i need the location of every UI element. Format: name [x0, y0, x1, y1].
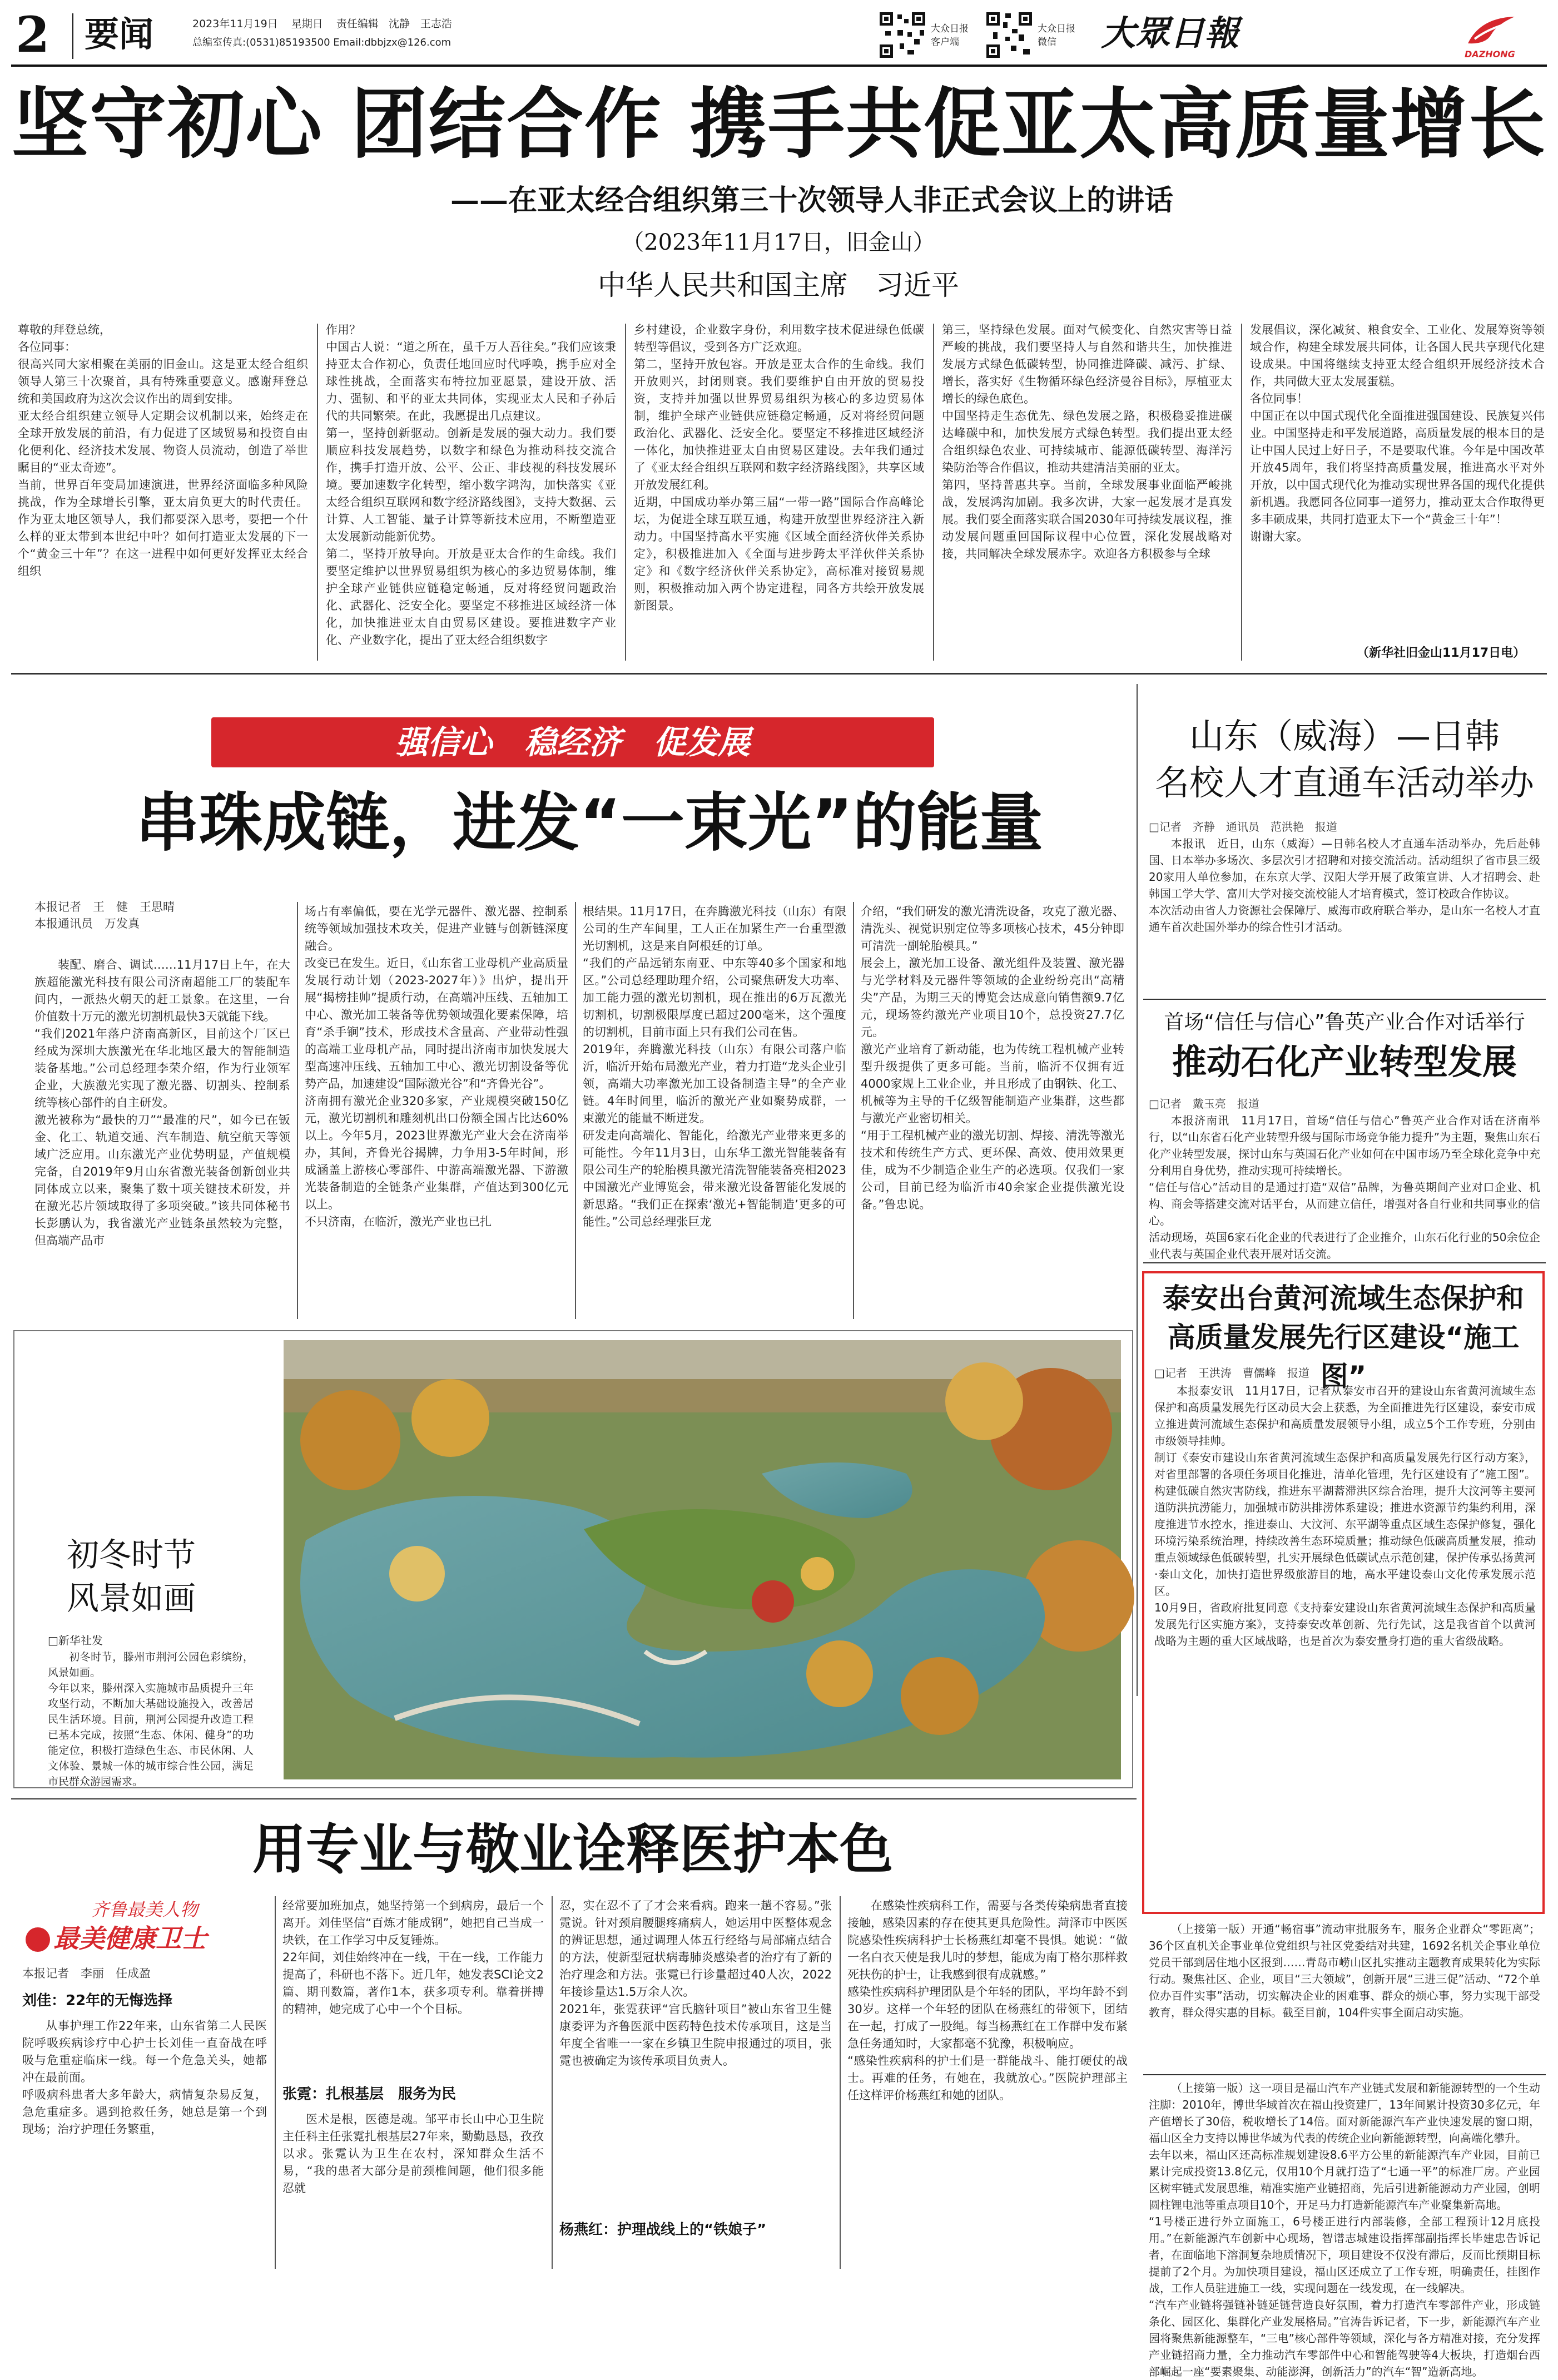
speech-column: [942, 321, 1232, 665]
scenery-title-line1: 初冬时节: [66, 1536, 196, 1574]
korea-body-text: 本报讯 近日，山东（威海）—日韩名校人才直通车活动举办，先后赴韩国、日本举办多场次、多层次引才招聘和对接交流活动。活动组织了省市县三级20家用人单位参加，在东京大学、汉阳大学开展了政策宣讲、人才招聘会、赴韩国工学大学、富川大学对接交流校能人才培育模式，签订校政合作协议。 本次活动由省人力资源社会保障厅、威海市政府联合举办，是山东一名校人才直通车首次赴国外举办的综合性引才活动。: [1149, 837, 1540, 934]
column-rule: [840, 1896, 841, 2269]
editor-label: 责任编辑: [336, 18, 379, 30]
speech-column-text: 作用？ 中国古人说：“道之所在，虽千万人吾往矣。”我们应该秉持亚太合作初心，负责任地回应时代呼唤，携手应对全球性挑战，全面落实布特拉加亚愿景，建设开放、活力、强韧、和平的亚太共同体，实现亚太人民和子孙后代的共同繁荣。在此，我愿提出几点建议。 第一，坚持创新驱动。创新是发展的强大动力。我们要顺应科技发展趋势，以数字和绿色为推动科技交流合作，携手打造开放、公平、公正、非歧视的科技发展环境。要加速数字化转型，缩小数字鸿沟，加快落实《亚太经合组织互联网和数字经济路线图》，支持大数据、云计算、人工智能、量子计算等新技术应用，不断塑造亚太发展新动能新优势。 第二，坚持开放导向。开放是亚太合作的生命线。我们要坚定维护以世界贸易组织为核心的多边贸易体制，维护全球产业链供应链稳定畅通，反对将经贸问题政治化、武器化、泛安全化。要坚定不移推进区域经济一体化，加快推进亚太自由贸易区建设。要推进数字产业化、产业数字化，提出了亚太经合组织数字: [326, 323, 616, 647]
laser-column: [34, 956, 290, 1319]
laser-byline: 本报记者 王 健 王思晴 本报通讯员 万发真: [34, 900, 175, 930]
nurse-subhead-3: 杨燕红：护理战线上的“铁娘子”: [559, 2222, 767, 2238]
column-rule: [317, 324, 318, 661]
laser-column-text: 装配、磨合、调试……11月17日上午，在大族超能激光科技有限公司济南超能工厂的装配车间内，一派热火朝天的赶工景象。在这里，一台价值数十万元的激光切割机最快3天就能下线。 “我们2021年落户济南高新区，目前这个厂区已经成为深圳大族激光在华北地区最大的智能制造装备基地。”公司总经理李荣介绍，作为行业领军企业，大族激光实现了激光器、切割头、控制系统等核心部件的自主研发。 激光被称为“最快的刀”“最准的尺”，如今已在钣金、化工、轨道交通、汽车制造、航空航天等领域广泛应用。山东激光产业优势明显，产值规模完备，自2019年9月山东省激光装备创新创业共同体成立以来，聚集了数十项关键技术研发，并在激光芯片领域取得了多项突破。”该共同体秘书长彭鹏认为，我省激光产业链条虽然较为完整，但高端产品市: [34, 958, 290, 1247]
column-rule: [575, 902, 576, 1319]
laser-column: [305, 903, 568, 1319]
nurse-column: [282, 2111, 544, 2267]
speech-column-text: 第三，坚持绿色发展。面对气候变化、自然灾害等日益严峻的挑战，我们要坚持人与自然和谐共生，加快推进发展方式绿色低碳转型，协同推进降碳、减污、扩绿、增长，落实好《生物循环绿色经济曼谷目标》，厚植亚太增长的绿色底色。 中国坚持走生态优先、绿色发展之路，积极稳妥推进碳达峰碳中和，加快发展方式绿色转型。我们提出亚太经合组织绿色农业、可持续城市、能源低碳转型、海洋污染防治等合作倡议，推动共建清洁美丽的亚太。 第四，坚持普惠共享。当前，全球发展事业面临严峻挑战，发展鸿沟加剧。我多次讲，大家一起发展才是真发展。我们要全面落实联合国2030年可持续发展议程，推动发展问题重回国际议程中心位置，深化发展战略对接，共同解决全球发展赤字。欢迎各方积极参与全球: [942, 323, 1232, 561]
nurse-column: [559, 1897, 832, 2193]
nurse-column: [282, 1897, 544, 2076]
section-divider: [11, 673, 1547, 675]
park-aerial-photo: [284, 1340, 1121, 1779]
nurse-subhead-1: 刘佳：22年的无悔选择: [22, 1992, 173, 2009]
column-rule: [853, 902, 854, 1319]
nurse-badge-icon: [26, 1927, 50, 1952]
petro-body-text: 本报济南讯 11月17日，首场“信任与信心”鲁英产业合作对话在济南举行，以“山东省石化产业转型升级与国际市场竞争能力提升”为主题，聚焦山东石化产业转型发展，探讨山东与英国石化产业如何在中国市场乃至全球化竞争中充分利用自身优势，推动实现可持续增长。 “信任与信心”活动目的是通过打造“双信”品牌，为鲁英期间产业对口企业、机构、商会等搭建交流对话平台，从而建立信任，增强对各自行业和共同事业的信心。 活动现场，英国6家石化企业的代表进行了企业推介，山东石化行业的50余位企业代表与英国企业代表开展对话交流。: [1149, 1114, 1540, 1261]
masthead-meta: [192, 17, 452, 31]
continued-article-2: [1149, 2080, 1540, 2378]
laser-column: [583, 903, 846, 1319]
nurse-column: [22, 2017, 267, 2267]
speech-column: [18, 321, 308, 665]
speech-column-text: 乡村建设，企业数字身份，利用数字技术促进绿色低碳转型等倡议，受到各方广泛欢迎。 第二，坚持开放包容。开放是亚太合作的生命线。我们开放则兴，封闭则衰。我们要维护自由开放的贸易投资，支持并加强以世界贸易组织为核心的多边贸易体制，维护全球产业链供应链稳定畅通，反对将经贸问题政治化、武器化、泛安全化。要坚定不移推进区域经济一体化，加快推进亚太自由贸易区建设。去年我们通过了《亚太经合组织互联网和数字经济路线图》，共享区域开放发展红利。 近期，中国成功举办第三届“一带一路”国际合作高峰论坛，为促进全球互联互通，构建开放型世界经济注入新动力。中国坚持高水平实施《区域全面经济伙伴关系协定》，积极推进加入《全面与进步跨太平洋伙伴关系协定》和《数字经济伙伴关系协定》，高标准对接贸易规则，积极推动加入两个协定进程，同各方共绘开放发展新图景。: [634, 323, 924, 612]
qr-caption-app: 大众日报 客户端: [931, 23, 969, 48]
continued-text-1: （上接第一版）开通“畅宿事”流动审批服务车，服务企业群众“零距离”；36个区直机关企事业单位党组织与社区党委结对共建，1692名机关企事业单位党员干部到居住地小区报到……青岛市崂山区扎实推动主题教育成果转化为实际行动。聚焦社区、企业，项目“三大领域”，创新开展“三进三促”活动、“72个单位办百件实事”活动，切实解决企业的困难事、群众的烦心事，努力实现干部受教育，群众得实惠的目标。截至目前，104件实事全面启动实施。: [1149, 1922, 1540, 2019]
issue-date: 2023年11月19日: [192, 18, 278, 30]
nurse-column-text: 忍，实在忍不了了才会来看病。跑来一趟不容易。”张霓说。针对颈肩腰腿疼痛病人，她运用中医整体观念的辨证思想，通过调理人体五行经络与局部痛点结合的方法，使新型冠状病毒肺炎感染者的治疗有了新的治疗理念和方法。张霓已行诊量超过40人次，2022年接诊量达1.5万余人次。 2021年，张霓获评“宫氏脑针项目”被山东省卫生健康委评为齐鲁医派中医药特色技术传承项目，这是当年度全省唯一一家在乡镇卫生院申报通过的项目，张霓也被确定为该传承项目负责人。: [559, 1899, 832, 2067]
nurse-headline: 用专业与敬业诠释医护本色: [252, 1818, 893, 1881]
speech-speaker: 中华人民共和国主席 习近平: [598, 269, 959, 301]
scenery-caption-text: 初冬时节，滕州市荆河公园色彩缤纷，风景如画。 今年以来，滕州深入实施城市品质提升三年攻坚行动，不断加大基础设施投入，改善居民生活环境。目前，荆河公园提升改造工程已基本完成，按照“生态、休闲、健身”的功能定位，积极打造绿色生态、市民休闲、人文体验、景城一体的城市综合性公园，满足市民群众游园需求。: [48, 1651, 254, 1788]
column-rule: [625, 324, 626, 661]
laser-column-text: 根结果。11月17日，在奔腾激光科技（山东）有限公司的生产车间里，工人正在加紧生产一台重型激光切割机，这是来自阿根廷的订单。 “我们的产品远销东南亚、中东等40多个国家和地区。”公司总经理助理介绍，公司聚焦研发大功率、加工能力强的激光切割机，现在推出的6万瓦激光切割机，切割极限厚度已超过200毫米，这个强度的切割机，目前市面上只有我们公司在售。 2019年，奔腾激光科技（山东）有限公司落户临沂，临沂开始布局激光产业，着力打造“龙头企业引领，高端大功率激光加工设备制造主导”的全产业链。4年时间里，临沂的激光产业如聚势成群，一束激光的能量不断迸发。 研发走向高端化、智能化，给激光产业带来更多的可能性。今年11月3日，山东华工激光智能装备有限公司生产的轮胎模具激光清洗智能装备亮相2023中国激光产业博览会，带来激光设备智能化发展的新思路。“我们正在探索‘激光+智能制造’更多的可能性。”公司总经理张巨龙: [583, 905, 846, 1228]
taian-byline: □记者 王洪涛 曹儒峰 报道: [1154, 1366, 1309, 1380]
masthead-divider: [72, 13, 73, 59]
scenery-credit: □新华社发: [48, 1634, 103, 1647]
nurse-badge: 最美健康卫士: [53, 1923, 207, 1953]
petro-headline: 推动石化产业转型发展: [1172, 1042, 1517, 1082]
nurse-kicker: 齐鲁最美人物: [91, 1899, 198, 1920]
scenery-title-line2: 风景如画: [66, 1579, 196, 1617]
nurse-subhead-2: 张霓：扎根基层 服务为民: [282, 2086, 457, 2103]
column-rule: [552, 1896, 553, 2269]
speech-date-place: （2023年11月17日，旧金山）: [622, 230, 935, 255]
nurse-column-text: 在感染性疾病科工作，需要与各类传染病患者直接接触，感染因素的存在使其更具危险性。菏泽市中医医院感染性疾病科护士长杨燕红却毫不畏惧。她说：“做一名白衣天使是我儿时的梦想，能成为南丁格尔那样救死扶伤的护士，让我感到很有成就感。” 感染性疾病科护理团队是个年轻的团队，平均年龄不到30岁。这样一个年轻的团队在杨燕红的带领下，团结在一起，打成了一股绳。每当杨燕红在工作群中发布紧急任务通知时，大家都毫不犹豫，积极响应。 “感染性疾病科的护士们是一群能战斗、能打硬仗的战士。再难的任务，有她在，我就放心。”医院护理部主任这样评价杨燕红和她的团队。: [847, 1899, 1128, 2102]
nurse-column-text: 医术是根，医德是魂。邹平市长山中心卫生院主任科主任张霓扎根基层27年来，勤勤恳恳，孜孜以求。张霓认为卫生在农村，深知群众生活不易，“我的患者大部分是前颈椎间题，他们很多能忍就: [282, 2113, 544, 2195]
speech-column: [634, 321, 924, 665]
logo-subtitle: DAZHONG: [1465, 49, 1515, 60]
petro-kicker: 首场“信任与信心”鲁英产业合作对话举行: [1164, 1011, 1525, 1034]
korea-byline: □记者 齐静 通讯员 范洪艳 报道: [1149, 820, 1337, 834]
speech-subtitle: ——在亚太经合组织第三十次领导人非正式会议上的讲话: [450, 184, 1173, 217]
korea-body: [1149, 835, 1540, 992]
laser-column-text: 场占有率偏低，要在光学元器件、激光器、控制系统等领域加强技术攻关，促进产业链与创新链深度融合。 改变已在发生。近日，《山东省工业母机产业高质量发展行动计划（2023-2027年）》出炉，提出开展“揭榜挂帅”提质行动，在高端冲压线、五轴加工中心、激光加工装备等优势领域强化要素保障，培育“杀手锏”技术，形成技术含量高、产业带动性强的高端工业母机产品，同时提出济南市加快发展大型高速冲压线、五轴加工中心、激光切割设备等优势产品，加速建设“国际激光谷”和“齐鲁光谷”。 济南拥有激光企业320多家，产业规模突破150亿元，激光切割机和雕刻机出口份额全国占比达60%以上。今年5月，2023世界激光产业大会在济南举办，其间，齐鲁光谷揭牌，力争用3-5年时间，形成涵盖上游核心零部件、中游高端激光器、下游激光装备制造的全链条产业集群，产值达到300亿元以上。 不只济南，在临沂，激光产业也已扎: [305, 905, 568, 1228]
section-divider: [1143, 2074, 1546, 2075]
nurse-column-text: 经常要加班加点，她坚持第一个到病房，最后一个离开。刘佳坚信“百炼才能成钢”，她把自己当成一块铁，在工作学习中反复锤炼。 22年间，刘佳始终冲在一线，干在一线，工作能力提高了，科研也不落下。近几年，她发表SCI论文2篇、期刊数篇，著作1本，获多项专利。靠着拼搏的精神，她完成了心中一个个目标。: [282, 1899, 544, 2016]
column-rule: [1241, 324, 1242, 661]
taian-body: [1154, 1382, 1536, 1905]
editorial-contact: 总编室传真:(0531)85193500 Email:dbbjzx@126.com: [192, 37, 451, 48]
korea-headline: 山东（威海）—日韩 名校人才直通车活动举办: [1154, 716, 1534, 803]
laser-column: [861, 903, 1124, 1319]
continued-text-2: （上接第一版）这一项目是福山汽车产业链式发展和新能源转型的一个生动注脚：2010年，博世华域首次在福山投资建厂，13年间累计投资30多亿元，年产值增长了30倍，税收增长了14倍。面对新能源汽车产业快速发展的窗口期，福山区全力支持以博世华域为代表的传统企业向新能源转型，向高端化攀升。 去年以来，福山区还高标准规划建设8.6平方公里的新能源汽车产业园，目前已累计完成投资13.8亿元，仅用10个月就打造了“七通一平”的标准厂房。产业园区树牢链式发展思维，精准实施产业链招商，先后引进新能源动力产业园，创明圆柱锂电池等重点项目10个，开足马力打造新能源汽车产业聚集新高地。 “1号楼正进行外立面施工，6号楼正进行内部装修，全部工程预计12月底投用。”在新能源汽车创新中心现场，智谱志城建设指挥部副指挥长毕建忠告诉记者，在面临地下溶洞复杂地质情况下，项目建设不仅没有滞后，反而比预期目标提前了2个月。为加快项目建设，福山区还成立了工作专班，明确责任，挂图作战，工作人员驻进施工一线，实现问题在一线发现，在一线解决。 “汽车产业链将强链补链延链营造良好氛围，着力打造汽车零部件产业，形成链条化、园区化、集群化产业发展格局。”官涛告诉记者，下一步，新能源汽车产业园将聚焦新能源整车，“三电”核心部件等领域，深化与各方精准对接，充分发挥产业链招商力量，全力推动汽车零部件中心和智能驾驶等4大板块，打造烟台西部崛起一座“要素聚集、动能澎湃，创新活力”的汽车“智”造新高地。: [1149, 2081, 1540, 2378]
scenery-caption: [48, 1649, 254, 1788]
qr-caption-wechat: 大众日报 微信: [1038, 23, 1075, 48]
speech-column-text: 发展倡议，深化减贫、粮食安全、工业化、发展筹资等领域合作，构建全球发展共同体，让各国人民共享现代化建设成果。中国将继续支持亚太经合组织开展经济技术合作，共同做大亚太发展蛋糕。 各位同事！ 中国正在以中国式现代化全面推进强国建设、民族复兴伟业。中国坚持走和平发展道路，高质量发展的根本目的是让中国人民过上好日子，不是要取代谁。今年是中国改革开放45周年，我们将坚持高质量发展，推进高水平对外开放，以中国式现代化为推动实现世界各国的现代化提供新机遇。我愿同各位同事一道努力，推动亚太合作取得更多丰硕成果，共同打造亚太下一个“黄金三十年”！ 谢谢大家。: [1250, 323, 1545, 543]
page-number: 2: [16, 6, 50, 63]
speech-column: [1250, 321, 1545, 633]
column-rule: [933, 324, 934, 661]
petro-byline: □记者 戴玉亮 报道: [1149, 1097, 1259, 1110]
qr-code-app[interactable]: [877, 10, 927, 60]
issue-weekday: 星期日: [291, 18, 323, 30]
column-rule: [275, 1896, 276, 2269]
speech-column-text: 尊敬的拜登总统， 各位同事： 很高兴同大家相聚在美丽的旧金山。这是亚太经合组织领导人第三十次聚首，具有特殊重要意义。感谢拜登总统和美国政府为这次会议作出的周到安排。 亚太经合组织建立领导人定期会议机制以来，始终走在全球开放发展的前沿，有力促进了区域贸易和投资自由化便利化、经济技术发展、物资人员流动，创造了举世瞩目的“亚太奇迹”。 当前，世界百年变局加速演进，世界经济面临多种风险挑战，作为全球增长引擎，亚太肩负更大的时代责任。作为亚太地区领导人，我们都要深入思考，要把一个什么样的亚太带到本世纪中叶？如何打造亚太发展的下一个“黄金三十年”？在这一进程中如何更好发挥亚太经合组织: [18, 323, 308, 578]
section-title: 要闻: [85, 14, 154, 54]
masthead-rule: [11, 65, 1547, 67]
section-divider: [1143, 1262, 1546, 1263]
nurse-byline: 本报记者 李丽 任成盈: [22, 1967, 151, 1980]
column-rule: [1137, 684, 1138, 1696]
laser-headline: 串珠成链，进发“一束光”的能量: [136, 786, 1043, 860]
newspaper-logo: 大眾日報: [1101, 13, 1239, 53]
column-rule: [297, 902, 298, 1319]
taian-headline: 泰安出台黄河流域生态保护和 高质量发展先行区建设“施工图”: [1163, 1282, 1524, 1392]
newspaper-emblem-icon: [1463, 12, 1517, 51]
laser-column-text: 介绍，“我们研发的激光清洗设备，攻克了激光器、清洗头、视觉识别定位等多项核心技术，45分钟即可清洗一副轮胎模具。” 展会上，激光加工设备、激光组件及装置、激光器与光学材料及元器件等领域的企业纷纷亮出“高精尖”产品，为期三天的博览会达成意向销售额9.7亿元，现场签约激光产业项目10个，总投资27.7亿元。 激光产业培育了新动能，也为传统工程机械产业转型升级提供了更多可能。当前，临沂不仅拥有近4000家规上工业企业，并且形成了由钢铁、化工、机械等为主导的千亿级智能制造产业集群，这些都与激光产业密切相关。 “用于工程机械产业的激光切割、焊接、清洗等激光技术和传统生产方式、更环保、高效、使用效果更佳，成为不少制造企业生产的必选项。仅我们一家公司，目前已经为临沂市40余家企业提供激光设备。”鲁忠说。: [861, 905, 1124, 1211]
continued-article-1: [1149, 1921, 1540, 2071]
petro-body: [1149, 1112, 1540, 1261]
section-divider: [11, 1798, 1137, 1799]
nurse-column: [847, 1897, 1128, 2267]
speech-headline: 坚守初心 团结合作 携手共促亚太高质量增长: [11, 80, 1547, 169]
taian-body-text: 本报泰安讯 11月17日，记者从泰安市召开的建设山东省黄河流域生态保护和高质量发展先行区动员大会上获悉，为全面推进先行区建设，泰安市成立推进黄河流域生态保护和高质量发展领导小组，成立5个工作专班，分别由市级领导挂帅。 制订《泰安市建设山东省黄河流域生态保护和高质量发展先行区行动方案》，对省里部署的各项任务项目化推进，清单化管理，先行区建设有了“施工图”。构建低碳自然灾害防线，推进东平湖蓄滞洪区综合治理，提升大汶河等主要河道防洪抗涝能力，加强城市防洪排涝体系建设；推进水资源节约集约利用，深度推进节水控水，推进泰山、大汶河、东平湖等重点区域生态保护修复，强化环境污染系统治理，持续改善生态环境质量；推动绿色低碳高质量发展，推动重点领域绿色低碳转型，扎实开展绿色低碳试点示范创建，保护传承弘扬黄河·泰山文化，加快打造世界级旅游目的地，高水平建设泰山文化传承发展示范区。 10月9日，省政府批复同意《支持泰安建设山东省黄河流域生态保护和高质量发展先行区实施方案》，支持泰安改革创新、先行先试，这是我省首个以黄河战略为主题的重大区域战略，也是首次为泰安量身打造的重大省级战略。: [1154, 1384, 1536, 1648]
editor-names: 沈静 王志浩: [388, 18, 452, 30]
campaign-banner-text: 强信心 稳经济 促发展: [395, 723, 750, 761]
section-divider: [1143, 999, 1546, 1000]
nurse-column-text: 从事护理工作22年来，山东省第二人民医院呼吸疾病诊疗中心护士长刘佳一直奋战在呼吸与危重症临床一线。每一个危急关头，她都冲在最前面。 呼吸病科患者大多年龄大，病情复杂易反复，急危重症多。遇到抢救任务，她总是第一个到现场；治疗护理任务繁重，: [22, 2019, 267, 2136]
speech-source-tag: （新华社旧金山11月17日电）: [1357, 646, 1526, 660]
speech-column: [326, 321, 616, 665]
qr-code-wechat[interactable]: [984, 10, 1034, 60]
